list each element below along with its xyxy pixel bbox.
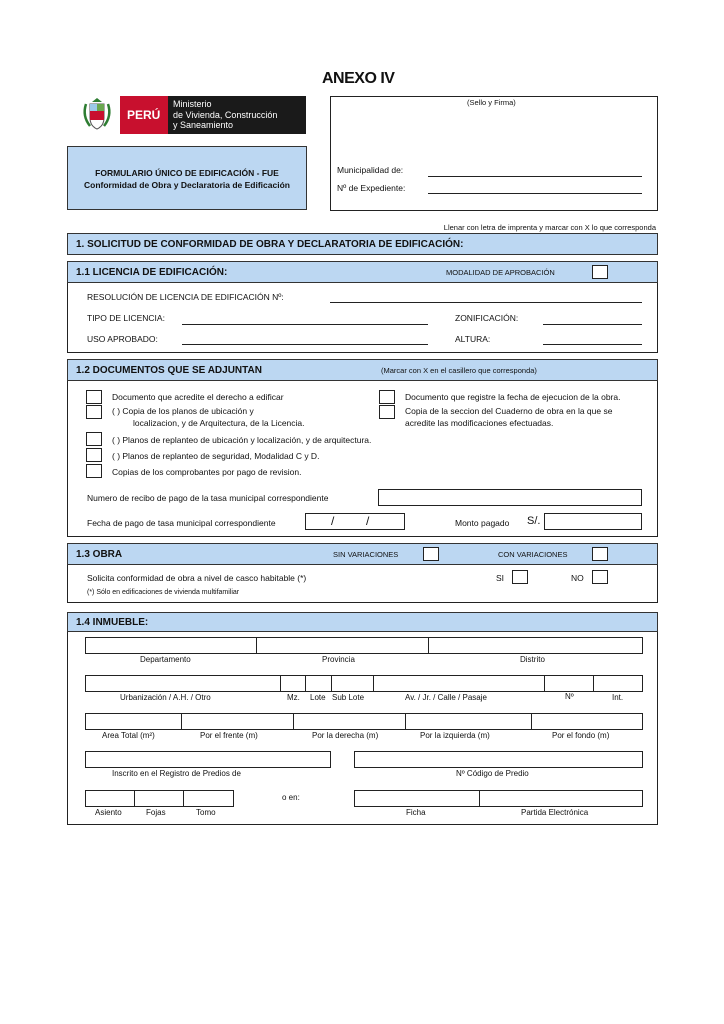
documents-note: (Marcar con X en el casillero que corresponda) (381, 365, 537, 375)
doc-item: localizacion, y de Arquitectura, de la Licencia. (133, 418, 305, 428)
numero-field[interactable] (544, 675, 594, 692)
logo-ministry-line: de Vivienda, Construcción (173, 109, 278, 120)
registro-predios-label: Inscrito en el Registro de Predios de (112, 769, 241, 778)
fondo-label: Por el fondo (m) (552, 731, 610, 740)
doc-checkbox[interactable] (379, 390, 395, 404)
lote-field[interactable] (305, 675, 332, 692)
modalidad-checkbox[interactable] (592, 265, 608, 279)
tomo-label: Tomo (196, 808, 216, 817)
doc-item: ( ) Copia de los planos de ubicación y (112, 406, 254, 416)
tipo-licencia-label: TIPO DE LICENCIA: (87, 313, 165, 323)
date-separator: / (331, 514, 335, 528)
section-1-2-header (67, 359, 658, 381)
doc-item: ( ) Planos de replanteo de ubicación y localización, y de arquitectura. (112, 435, 372, 445)
logo-country: PERÚ (127, 108, 161, 122)
section-1-header (67, 233, 658, 255)
urbanizacion-label: Urbanización / A.H. / Otro (120, 693, 211, 702)
doc-item: ( ) Planos de replanteo de seguridad, Modalidad C y D. (112, 451, 320, 461)
distrito-label: Distrito (520, 655, 545, 664)
section-1-1-title: 1.1 LICENCIA DE EDIFICACIÓN: (76, 266, 228, 278)
interior-field[interactable] (593, 675, 643, 692)
frente-label: Por el frente (m) (200, 731, 258, 740)
partida-field[interactable] (479, 790, 643, 807)
municipalidad-field[interactable] (428, 176, 642, 177)
derecha-field[interactable] (293, 713, 406, 730)
section-1-2-frame (67, 359, 658, 537)
uso-aprobado-field[interactable] (182, 344, 428, 345)
tipo-licencia-field[interactable] (182, 324, 428, 325)
distrito-field[interactable] (428, 637, 643, 654)
altura-label: ALTURA: (455, 334, 491, 344)
no-label: NO (571, 573, 584, 583)
provincia-label: Provincia (322, 655, 355, 664)
frente-field[interactable] (181, 713, 294, 730)
avenida-field[interactable] (373, 675, 545, 692)
section-1-2-title: 1.2 DOCUMENTOS QUE SE ADJUNTAN (76, 364, 262, 376)
currency-label: S/. (527, 515, 541, 527)
doc-checkbox[interactable] (86, 448, 102, 462)
page-title: ANEXO IV (322, 70, 395, 87)
izquierda-label: Por la izquierda (m) (420, 731, 490, 740)
form-type-line1: FORMULARIO ÚNICO DE EDIFICACIÓN - FUE (95, 168, 279, 178)
recibo-label: Numero de recibo de pago de la tasa municipal correspondiente (87, 493, 329, 503)
doc-checkbox[interactable] (379, 405, 395, 419)
fondo-field[interactable] (531, 713, 643, 730)
fojas-label: Fojas (146, 808, 166, 817)
doc-item: Documento que acredite el derecho a edificar (112, 392, 284, 402)
doc-item: Copia de la seccion del Cuaderno de obra en la que se (405, 406, 613, 416)
section-1-4-header (67, 612, 658, 632)
monto-field[interactable] (544, 513, 642, 530)
mz-field[interactable] (280, 675, 306, 692)
tomo-field[interactable] (183, 790, 234, 807)
izquierda-field[interactable] (405, 713, 532, 730)
o-en-label: o en: (282, 793, 300, 802)
section-1-3-title: 1.3 OBRA (76, 548, 123, 560)
lote-label: Lote (310, 693, 326, 702)
uso-aprobado-label: USO APROBADO: (87, 334, 158, 344)
municipalidad-label: Municipalidad de: (337, 165, 404, 175)
section-1-3-header (67, 543, 658, 565)
provincia-field[interactable] (256, 637, 429, 654)
si-checkbox[interactable] (512, 570, 528, 584)
doc-checkbox[interactable] (86, 390, 102, 404)
codigo-predio-field[interactable] (354, 751, 643, 768)
si-label: SI (496, 573, 505, 583)
sin-variaciones-label: SIN VARIACIONES (333, 549, 399, 559)
doc-item: Copias de los comprobantes por pago de revision. (112, 467, 302, 477)
logo-ministry-line: Ministerio (173, 99, 212, 109)
numero-label: Nº (565, 692, 574, 701)
government-logo (80, 96, 306, 134)
altura-field[interactable] (543, 344, 642, 345)
fecha-pago-field[interactable] (305, 513, 405, 530)
con-variaciones-checkbox[interactable] (592, 547, 608, 561)
coat-of-arms-icon (80, 96, 114, 132)
date-separator: / (366, 514, 370, 528)
departamento-field[interactable] (85, 637, 257, 654)
mz-label: Mz. (287, 693, 300, 702)
seal-label: (Sello y Firma) (467, 98, 516, 107)
form-type-box (67, 146, 307, 210)
logo-ministry-line: y Saneamiento (173, 120, 234, 130)
no-checkbox[interactable] (592, 570, 608, 584)
expediente-field[interactable] (428, 193, 642, 194)
ficha-field[interactable] (354, 790, 480, 807)
area-total-field[interactable] (85, 713, 182, 730)
resolucion-field[interactable] (330, 302, 642, 303)
fecha-pago-label: Fecha de pago de tasa municipal correspondiente (87, 518, 276, 528)
interior-label: Int. (612, 693, 624, 702)
codigo-predio-label: Nº Código de Predio (456, 769, 529, 778)
registro-predios-field[interactable] (85, 751, 331, 768)
doc-item: acredite las modificaciones efectuadas. (405, 418, 554, 428)
departamento-label: Departamento (140, 655, 191, 664)
partida-label: Partida Electrónica (521, 808, 589, 817)
expediente-label: Nº de Expediente: (337, 183, 406, 193)
area-total-label: Area Total (m²) (102, 731, 155, 740)
asiento-field[interactable] (85, 790, 135, 807)
section-1-title: 1. SOLICITUD DE CONFORMIDAD DE OBRA Y DECLARATORIA DE EDIFICACIÓN: (76, 238, 464, 250)
recibo-field[interactable] (378, 489, 642, 506)
doc-checkbox[interactable] (86, 464, 102, 478)
ficha-label: Ficha (406, 808, 426, 817)
fojas-field[interactable] (134, 790, 184, 807)
zonificacion-field[interactable] (543, 324, 642, 325)
doc-checkbox[interactable] (86, 405, 102, 419)
doc-item: Documento que registre la fecha de ejecucion de la obra. (405, 392, 621, 402)
sub-lote-field[interactable] (331, 675, 374, 692)
zonificacion-label: ZONIFICACIÓN: (455, 313, 519, 323)
derecha-label: Por la derecha (m) (312, 731, 379, 740)
form-type-line2: Conformidad de Obra y Declaratoria de Edificación (84, 180, 290, 190)
casco-habitable-label: Solicita conformidad de obra a nivel de casco habitable (*) (87, 573, 307, 583)
asiento-label: Asiento (95, 808, 122, 817)
avenida-label: Av. / Jr. / Calle / Pasaje (405, 693, 487, 702)
doc-checkbox[interactable] (86, 432, 102, 446)
instructions-text: Llenar con letra de imprenta y marcar con X lo que corresponda (443, 223, 656, 232)
section-1-4-title: 1.4 INMUEBLE: (76, 616, 149, 628)
urbanizacion-field[interactable] (85, 675, 281, 692)
modalidad-label: MODALIDAD DE APROBACIÓN (446, 267, 555, 277)
footnote: (*) Sólo en edificaciones de vivienda multifamiliar (87, 589, 240, 596)
sin-variaciones-checkbox[interactable] (423, 547, 439, 561)
sub-lote-label: Sub Lote (332, 693, 365, 702)
con-variaciones-label: CON VARIACIONES (498, 549, 568, 559)
monto-label: Monto pagado (455, 518, 510, 528)
section-1-1-header (67, 261, 658, 283)
resolucion-label: RESOLUCIÓN DE LICENCIA DE EDIFICACIÓN Nº: (87, 292, 284, 302)
